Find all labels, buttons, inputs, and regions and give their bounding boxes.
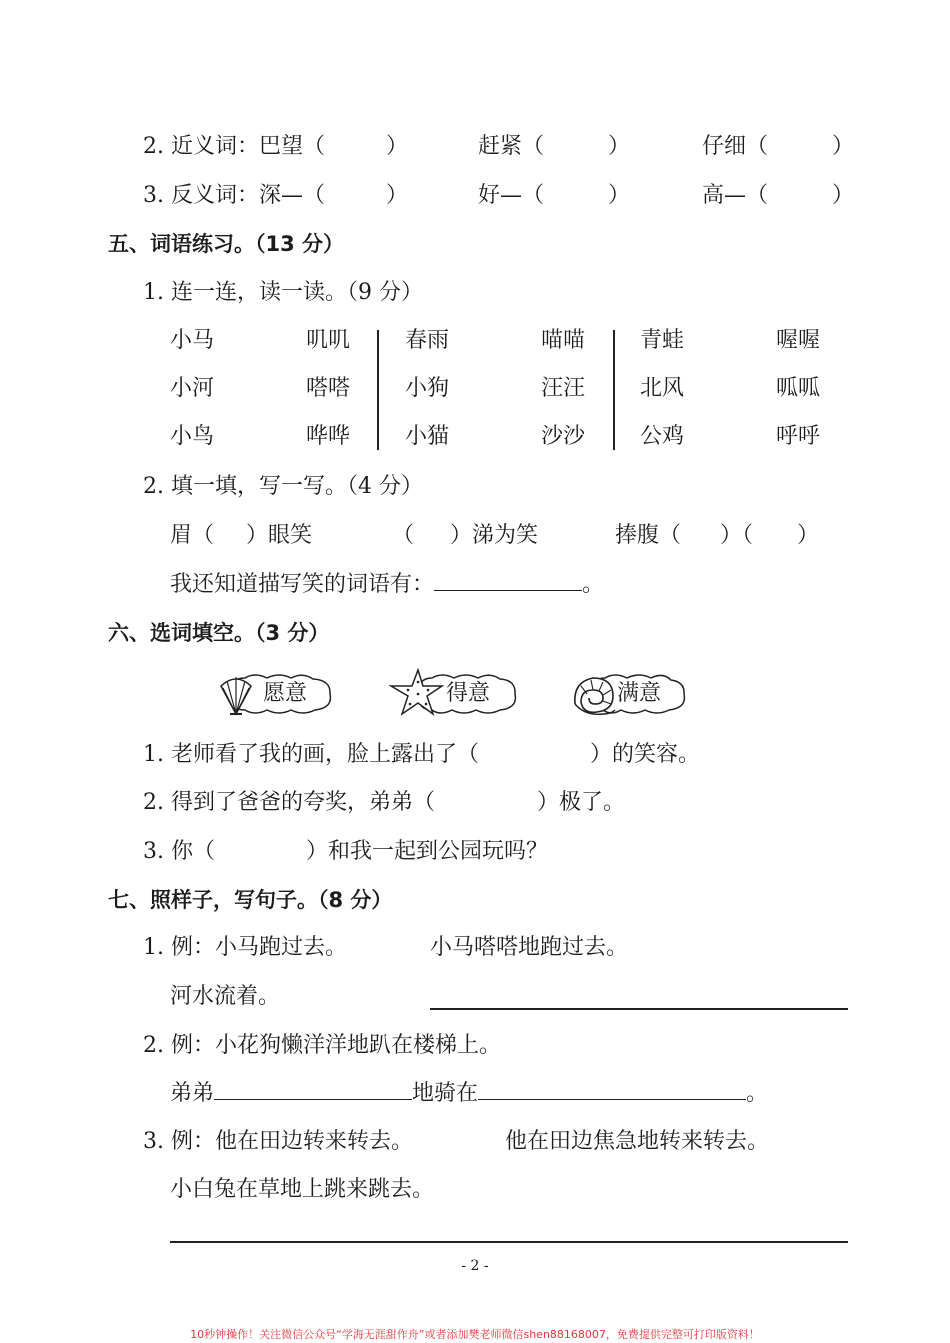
answer-line[interactable] bbox=[170, 1241, 848, 1243]
match-word: 沙沙 bbox=[541, 424, 586, 449]
section-6-title: 六、选词填空。（3 分） bbox=[108, 621, 330, 645]
match-word: 小鸟 bbox=[170, 424, 215, 449]
word-choice-1 bbox=[215, 674, 335, 714]
match-word: 北风 bbox=[640, 376, 685, 401]
match-word: 呼呼 bbox=[776, 424, 821, 449]
match-word: 哗哗 bbox=[306, 424, 351, 449]
synonym-close-1: ） bbox=[386, 134, 409, 159]
page-number: - 2 - bbox=[461, 1258, 489, 1274]
antonym-close-1: ） bbox=[386, 183, 409, 208]
antonym-close-2: ） bbox=[608, 183, 631, 208]
match-word: 小狗 bbox=[405, 376, 450, 401]
s7-q1-example: 1. 例：小马跑过去。 bbox=[143, 935, 347, 960]
match-word: 春雨 bbox=[405, 328, 450, 353]
match-word: 小河 bbox=[170, 376, 215, 401]
match-word: 小马 bbox=[170, 328, 215, 353]
s6-q3-close: ）和我一起到公园玩吗？ bbox=[306, 839, 549, 864]
s6-q2-open: 2. 得到了爸爸的夸奖，弟弟（ bbox=[143, 790, 435, 815]
match-word: 青蛙 bbox=[640, 328, 685, 353]
antonym-word-3: 高—（ bbox=[702, 183, 769, 208]
s5-q1-prompt: 1. 连一连，读一读。（9 分） bbox=[143, 280, 423, 305]
s7-q2-prompt bbox=[170, 1079, 768, 1109]
antonym-label: 3. 反义词：深—（ bbox=[143, 183, 325, 208]
antonym-close-3: ） bbox=[832, 183, 855, 208]
word-choice-text: 满意 bbox=[617, 681, 662, 706]
fill-a-open: 眉（ bbox=[170, 523, 215, 548]
match-word: 嗒嗒 bbox=[306, 376, 351, 401]
s7-q2-example: 2. 例：小花狗懒洋洋地趴在楼梯上。 bbox=[143, 1033, 501, 1058]
s7-q2-word-1: 弟弟 bbox=[170, 1081, 215, 1106]
synonym-close-2: ） bbox=[608, 134, 631, 159]
fill-c-open: 捧腹（ bbox=[615, 523, 682, 548]
synonym-row bbox=[143, 132, 325, 162]
fill-b-open: （ bbox=[392, 523, 415, 548]
answer-blank[interactable] bbox=[214, 1079, 412, 1100]
s5-q2b-text: 我还知道描写笑的词语有： bbox=[170, 572, 435, 597]
s7-q3-prompt: 小白兔在草地上跳来跳去。 bbox=[170, 1177, 435, 1202]
section-7-title: 七、照样子，写句子。（8 分） bbox=[108, 888, 393, 912]
s6-q2-close: ）极了。 bbox=[537, 790, 626, 815]
synonym-close-3: ） bbox=[832, 134, 855, 159]
s5-q2b-prompt bbox=[170, 570, 604, 600]
match-word: 呱呱 bbox=[776, 376, 821, 401]
answer-blank[interactable] bbox=[478, 1079, 746, 1100]
match-word: 公鸡 bbox=[640, 424, 685, 449]
word-choice-2 bbox=[388, 674, 518, 714]
match-word: 小猫 bbox=[405, 424, 450, 449]
s7-q2-end: 。 bbox=[746, 1081, 769, 1106]
s7-q3-answer-example: 他在田边焦急地转来转去。 bbox=[505, 1129, 770, 1154]
s5-q2b-end: 。 bbox=[582, 572, 605, 597]
footer-promo: 10秒钟操作！关注微信公众号“学海无涯甜作舟”或者添加樊老师微信shen88168007，免费提供完整可打印版资料！ bbox=[190, 1328, 760, 1341]
fill-c-mid: ）（ bbox=[720, 523, 754, 548]
column-divider bbox=[613, 330, 615, 450]
synonym-label: 2. 近义词：巴望（ bbox=[143, 134, 325, 159]
match-word: 喔喔 bbox=[776, 328, 821, 353]
s7-q1-prompt: 河水流着。 bbox=[170, 984, 281, 1009]
fill-a-close: ）眼笑 bbox=[246, 523, 313, 548]
answer-line[interactable] bbox=[430, 1008, 848, 1010]
match-word: 叽叽 bbox=[306, 328, 351, 353]
snail-shell-icon bbox=[571, 674, 617, 718]
column-divider bbox=[377, 330, 379, 450]
word-choice-text: 得意 bbox=[446, 681, 491, 706]
fill-b-close: ）涕为笑 bbox=[450, 523, 539, 548]
shell-icon bbox=[215, 670, 257, 718]
s7-q2-word-2: 地骑在 bbox=[412, 1081, 479, 1106]
antonym-word-2: 好—（ bbox=[478, 183, 545, 208]
match-word: 汪汪 bbox=[541, 376, 586, 401]
s6-q1-open: 1. 老师看了我的画，脸上露出了（ bbox=[143, 742, 479, 767]
s6-q1-close: ）的笑容。 bbox=[590, 742, 701, 767]
synonym-word-3: 仔细（ bbox=[702, 134, 769, 159]
s7-q1-answer-example: 小马嗒嗒地跑过去。 bbox=[430, 935, 629, 960]
s7-q3-example: 3. 例：他在田边转来转去。 bbox=[143, 1129, 413, 1154]
word-choice-3 bbox=[571, 674, 687, 714]
fill-c-close: ） bbox=[797, 523, 820, 548]
word-choice-text: 愿意 bbox=[263, 681, 308, 706]
starfish-icon bbox=[388, 668, 444, 718]
synonym-word-2: 赶紧（ bbox=[478, 134, 545, 159]
section-5-title: 五、词语练习。（13 分） bbox=[108, 232, 345, 256]
s5-q2-prompt: 2. 填一填，写一写。（4 分） bbox=[143, 474, 423, 499]
answer-blank[interactable] bbox=[434, 570, 582, 591]
s6-q3-open: 3. 你（ bbox=[143, 839, 215, 864]
match-word: 喵喵 bbox=[541, 328, 586, 353]
